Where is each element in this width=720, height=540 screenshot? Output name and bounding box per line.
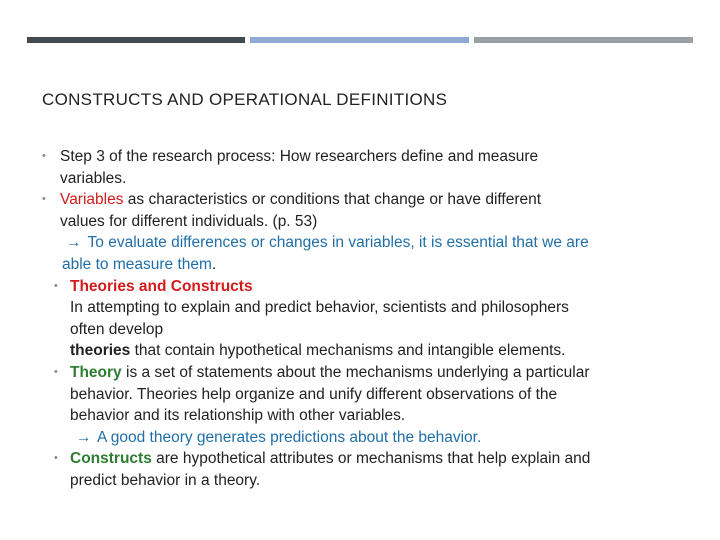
bullet-icon: • (42, 193, 46, 206)
bullet-variables: • Variables as characteristics or conditions that change or have different (54, 189, 694, 211)
bullet-icon: • (54, 452, 58, 465)
variables-arrow-note: → To evaluate differences or changes in variables, it is essential that we are (54, 232, 694, 254)
arrow-right-icon: → (66, 234, 82, 252)
header-accent-bar (27, 37, 693, 43)
theory-arrow-note: → A good theory generates predictions about the behavior. (54, 427, 694, 449)
bullet-theory: • Theory is a set of statements about the mechanisms underlying a particular (54, 362, 694, 384)
bullet-step3: • Step 3 of the research process: How researchers define and measure (54, 146, 694, 168)
bullet-icon: • (54, 279, 58, 292)
accent-segment-dark (27, 37, 245, 43)
accent-segment-gray (474, 37, 693, 43)
bullet-constructs: • Constructs are hypothetical attributes or mechanisms that help explain and (54, 448, 694, 470)
slide-body: • Step 3 of the research process: How researchers define and measure variables. • Variables as characteristics or conditions that change or have different values for different individuals. (p. 53) → To evaluate differences or changes in variables, it is essential that we are able to measure them. • Theories and Constructs In attempting to explain and predict behavior, scientists and philosophers often develop theories that contain hypothetical mechanisms and intangible elements. • Theory is a set of statements about the mechanisms underlying a particular behavior. Theories help organize and unify different observations of the behavior and its relationship with other variables. → A good theory generates predictions about the behavior. • Constructs are hypothetical attributes or mechanisms that help explain and predict behavior in a theory. (54, 146, 694, 492)
bullet-icon: • (54, 365, 58, 378)
term-variables: Variables (60, 191, 124, 209)
arrow-right-icon: → (76, 428, 92, 446)
slide-title: CONSTRUCTS AND OPERATIONAL DEFINITIONS (42, 90, 448, 109)
bullet-theories-constructs (54, 276, 694, 298)
heading-theories-constructs: Theories and Constructs (70, 277, 253, 295)
term-theories: theories (70, 342, 131, 360)
accent-segment-blue (250, 37, 469, 43)
term-constructs: Constructs (70, 450, 152, 468)
bullet-icon: • (42, 150, 46, 162)
term-theory: Theory (70, 363, 122, 381)
